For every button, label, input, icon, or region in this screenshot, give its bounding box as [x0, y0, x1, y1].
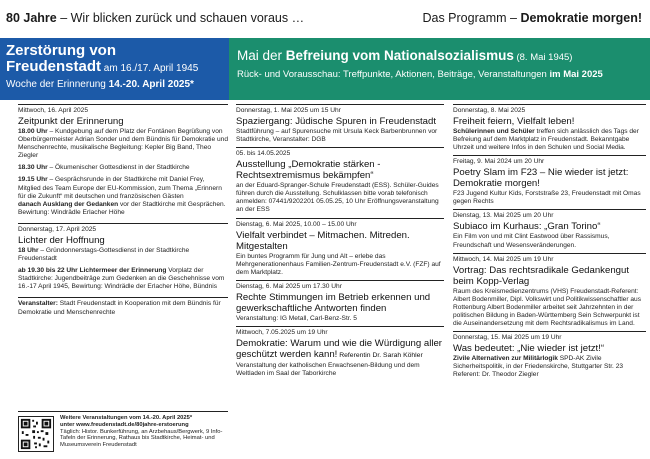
column-april	[18, 104, 228, 459]
event-may-08	[453, 104, 646, 152]
event-may-06b	[236, 280, 444, 323]
destruction-banner	[0, 38, 229, 100]
event-may-15	[453, 331, 646, 379]
event-title: Vortrag: Das rechtsradikale Gedankengut beim Kopp-Verlag	[453, 264, 629, 287]
event-date: Donnerstag, 17. April 2025	[18, 225, 97, 233]
event-text: Stadtführung – auf Spurensuche mit Ursula Keck Barbenbrunnen vor Stadtkirche, Veranstalter: DGB	[236, 128, 438, 144]
event-text: danach Ausklang der Gedanken vor der Stadtkirche mit Gesprächen. Bewirtung: Windrädle Erlacher Höhe	[18, 200, 226, 216]
liberation-banner	[229, 38, 650, 100]
event-title: Was bedeutet: „Nie wieder ist jetzt!“	[453, 343, 605, 355]
event-date: Dienstag, 6. Mai 2025, 10.00 – 15.00 Uhr	[236, 220, 357, 228]
event-title: Spaziergang: Jüdische Spuren in Freudenstadt	[236, 116, 436, 127]
event-text: 18 Uhr – Gründonnerstags-Gottesdienst in der Stadtkirche Freudenstadt	[18, 246, 190, 263]
event-text: Ein buntes Programm für Jung und Alt – erlebe das Mehrgenerationenhaus Familien-Zentrum-Freudenstadt e.V. (FZF) auf dem Marktplatz.	[236, 252, 441, 276]
event-text: Zivile Alternativen zur Militärlogik SPD-AK Zivile Sicherheitspolitik, in der Friedenskirche, Stuttgarter Str. 23 Referent: Dr. Theodor Ziegler	[453, 355, 624, 379]
organizer-text: Veranstalter: Stadt Freudenstadt in Kooperation mit dem Bündnis für Demokratie und Menschenrechte	[18, 300, 221, 316]
event-date: Donnerstag, 8. Mai 2025	[453, 107, 526, 114]
event-title: Demokratie: Warum und wie die Würdigung aller geschützt werden kann! Referentin Dr. Sarah Köhler	[236, 337, 442, 360]
event-may-13	[453, 209, 646, 249]
event-text: ab 19.30 bis 22 Uhr Lichtermeer der Erinnerung Vorplatz der Stadtkirche: Jugendbeiträge zum Gedenken an die Geschehnisse vom 16.-17 April 1945, Bewirtung: Windrädle der Erlacher Höhe, Bündnis	[18, 267, 225, 291]
event-title: Lichter der Hoffnung	[18, 234, 105, 246]
event-may-06a	[236, 218, 444, 277]
qr-line2[interactable]: unter www.freudenstadt.de/80jahre-erstoerung	[60, 421, 189, 428]
event-text: Ein Film von und mit Clint Eastwood über Rassismus, Freundschaft und Wesensveränderungen.	[453, 233, 610, 249]
event-text: Raum des Kreismedienzentrums (VHS) Freudenstadt-Referent: Albert Bodenmiller, Dipl. Volkswirt und Politikwissenschaftler aus Rottenburg Albert Bodenmiller arbeitet seit Jahrzehnten in der politischen Bildung in Baden-Württemberg Sein Schwerpunkt ist die Auseinandersetzung mit dem Rechtsradikalismus im Land.	[453, 287, 642, 328]
top-bar	[0, 0, 650, 38]
event-may-07	[236, 326, 444, 378]
qr-line1: Weitere Veranstaltungen vom 14.-20. April 2025*	[60, 415, 193, 421]
event-may-09	[453, 155, 646, 206]
event-title: Zeitpunkt der Erinnerung	[18, 116, 124, 127]
organizer-info	[18, 297, 228, 316]
event-may-14	[453, 253, 646, 328]
event-text: Veranstaltung der katholischen Erwachsenen-Bildung und dem Weltladen im Saal der Taborkirche	[236, 361, 420, 378]
qr-code-icon[interactable]	[18, 416, 54, 452]
event-date: Mittwoch, 16. April 2025	[18, 107, 89, 114]
qr-text	[60, 415, 228, 449]
column-may-2	[453, 104, 646, 459]
event-may-01	[236, 104, 444, 144]
event-title: Rechte Stimmungen im Betrieb erkennen und gewerkschaftliche Antworten finden	[236, 291, 431, 314]
event-date: Donnerstag, 1. Mai 2025 um 15 Uhr	[236, 107, 341, 114]
event-apr-16	[18, 104, 228, 217]
event-date: Mittwoch, 14. Mai 2025 um 19 Uhr	[453, 255, 554, 263]
banner-title-line2: Freudenstadt am 16./17. April 1945	[6, 58, 199, 75]
event-may-05	[236, 147, 444, 214]
event-text: an der Eduard-Spranger-Schule Freudenstadt (ESS). Schüler-Guides führen durch die Ausstellung. Schulklassen bitte vorab telefonisch anmelden: 07441/9202201 05.05.25, 10 Uhr Eröffnungsveranstaltung an der ESS	[236, 182, 439, 214]
event-date: Donnerstag, 15. Mai 2025 um 19 Uhr	[453, 334, 562, 342]
banner-week-line: Woche der Erinnerung 14.-20. April 2025*	[6, 79, 194, 90]
column-may-1	[236, 104, 444, 459]
event-date: Freitag, 9. Mai 2024 um 20 Uhr	[453, 158, 545, 166]
event-apr-17	[18, 223, 228, 291]
event-title: Freiheit feiern, Vielfalt leben!	[453, 116, 575, 127]
event-date: Mittwoch, 7.05.2025 um 19 Uhr	[236, 328, 328, 336]
header-left: 80 Jahre – Wir blicken zurück und schauen voraus …	[6, 11, 305, 25]
event-title: Ausstellung „Demokratie stärken - Rechtsextremismus bekämpfen“	[236, 159, 381, 182]
event-title: Poetry Slam im F23 – Nie wieder ist jetzt: Demokratie morgen!	[453, 167, 629, 190]
event-text: 19.15 Uhr – Gesprächsrunde in der Stadtkirche mit Daniel Frey, Mitglied des Team Europe der EU-Kommission, zum Thema „Erinnern für die Zukunft“ mit deutschen und französischen Gästen	[18, 176, 222, 200]
event-text: 18.30 Uhr – Ökumenischer Gottesdienst in der Stadtkirche	[18, 164, 190, 172]
event-date: 05. bis 14.05.2025	[236, 150, 291, 158]
event-title: Vielfalt verbindet – Mitmachen. Mitreden. Mitgestalten	[236, 229, 410, 252]
event-text: F23 Jugend Kultur Kids, Forststraße 23, Freudenstadt mit Omas gegen Rechts	[453, 190, 641, 206]
event-title: Subiaco im Kurhaus: „Gran Torino“	[453, 221, 601, 233]
event-text: Veranstaltung: IG Metall, Carl-Benz-Str. 5	[236, 314, 357, 322]
event-text: 18.00 Uhr – Kundgebung auf dem Platz der Fontänen Begrüßung von Oberbürgermeister Adrian Sonder und dem Bündnis für Demokratie und Menschenrechte, musikalische Begleitung: Kepler Big Band, Theo Ziegler	[18, 128, 229, 160]
qr-line3: Täglich: Histor. Bunkerführung, an Arzbehaus/Bergwerk, 9 Info-Tafeln der Erinnerung, Rathaus bis Stadtkirche, Heimat- und Museumsverein Freudenstadt	[60, 428, 223, 449]
banner-title-line1: Zerstörung von	[6, 42, 117, 59]
event-date: Dienstag, 6. Mai 2025 um 17.30 Uhr	[236, 282, 342, 290]
qr-section	[18, 411, 228, 455]
header-right: Das Programm – Demokratie morgen!	[422, 11, 642, 25]
event-date: Dienstag, 13. Mai 2025 um 20 Uhr	[453, 212, 554, 220]
liberation-subtitle: Rück- und Vorausschau: Treffpunkte, Aktionen, Beiträge, Veranstaltungen im Mai 2025	[237, 69, 603, 80]
liberation-title: Mai der Befreiung vom Nationalsozialismus (8. Mai 1945)	[237, 48, 573, 63]
event-text: Schülerinnen und Schüler treffen sich anlässlich des Tags der Befreiung auf dem Marktplatz in Freudenstadt. Bekanntgabe Uhrzeit und weitere Infos in den Schulen und Social Media.	[453, 128, 639, 152]
